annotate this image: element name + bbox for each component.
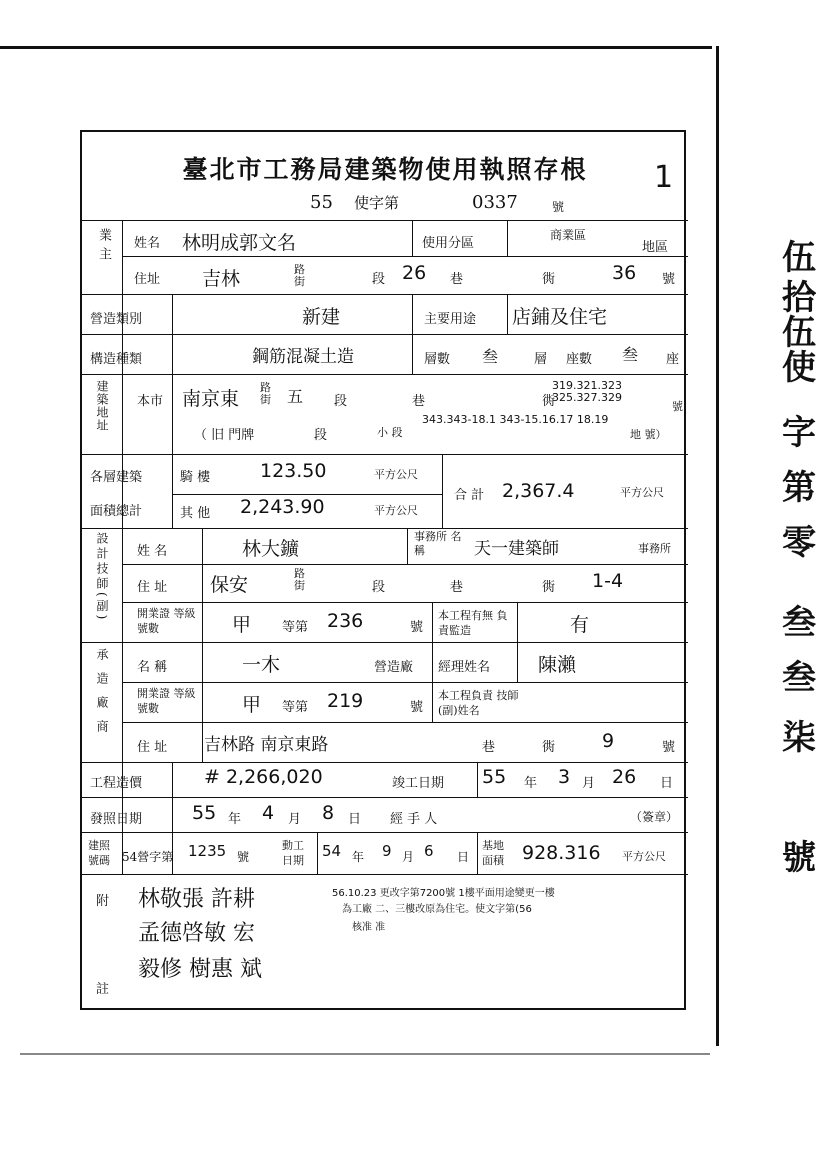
total-value: 2,367.4: [502, 480, 575, 502]
designer-license-prefix: 等第: [282, 620, 309, 635]
issue-year-label: 年: [228, 812, 242, 827]
designer-lane-label: 巷: [450, 580, 464, 595]
site-area-unit: 平方公尺: [622, 850, 666, 863]
bottom-scan-edge: [20, 1053, 710, 1055]
issue-day-label: 日: [348, 812, 362, 827]
buildings-label: 座數: [566, 352, 593, 367]
permit-number: 0337: [472, 192, 518, 213]
owner-address-label: 住址: [134, 272, 161, 287]
type-label: 營造類別: [90, 312, 143, 327]
permit-suffix: 號: [552, 200, 565, 214]
site-lot-numbers: 343.343-18.1 343-15.16.17 18.19: [422, 413, 609, 426]
start-year-label: 年: [352, 850, 365, 864]
contractor-section-label: 承造廠商: [95, 648, 109, 744]
notes-line-2: 孟德啓敏 宏: [138, 921, 255, 946]
notes-line-3: 毅修 樹惠 斌: [138, 957, 262, 982]
designer-name-value: 林大鑛: [242, 538, 300, 560]
total-unit: 平方公尺: [620, 486, 664, 499]
site-road-label: 路 街: [260, 381, 271, 406]
zone-label: 使用分區: [422, 236, 475, 251]
owner-lane-label: 巷: [450, 272, 464, 287]
start-month: 9: [382, 842, 392, 860]
type-value: 新建: [302, 306, 341, 328]
permit-prefix: 使字第: [354, 194, 400, 212]
designer-license-suffix: 號: [410, 620, 424, 635]
contractor-engineer-label: 本工程負責 技師(副)姓名: [438, 689, 519, 717]
buildings-unit: 座: [666, 352, 680, 367]
designer-license-grade: 甲: [232, 614, 252, 636]
start-date-label: 動工 日期: [282, 839, 304, 867]
start-month-label: 月: [402, 850, 415, 864]
contractor-name-label: 名 稱: [137, 660, 168, 675]
permit-number-label: 建照 號碼: [88, 839, 110, 867]
use-value: 店鋪及住宅: [512, 306, 608, 328]
contractor-license-prefix: 等第: [282, 700, 309, 715]
floors-unit: 層: [534, 352, 548, 367]
owner-lane-value: 26: [402, 262, 427, 284]
complete-month: 3: [558, 766, 571, 788]
issue-label: 發照日期: [90, 812, 143, 827]
other-value: 2,243.90: [240, 496, 325, 518]
cost-label: 工程造價: [90, 776, 143, 791]
site-number-values: 319.321.323 325.327.329: [552, 379, 622, 404]
site-old-label: （ 旧 門牌: [194, 428, 255, 443]
contractor-manager-label: 經理姓名: [438, 660, 491, 675]
contractor-manager-value: 陳瀨: [538, 654, 577, 676]
margin-char: 字: [782, 413, 816, 453]
cost-value: # 2,266,020: [204, 766, 323, 788]
complete-year-label: 年: [524, 776, 538, 791]
form-title: 臺北市工務局建築物使用執照存根: [182, 155, 588, 184]
designer-road-label: 路 街: [294, 567, 305, 592]
owner-name-label: 姓名: [134, 236, 161, 251]
site-section-label: 建築地址: [95, 380, 109, 432]
contractor-number-label: 號: [662, 740, 676, 755]
site-section-value: 五: [287, 387, 304, 406]
notes-remark-3: 核准 准: [352, 922, 386, 933]
site-area-value: 928.316: [522, 842, 601, 864]
notes-label-top: 附: [96, 894, 110, 909]
owner-address-value: 吉林: [202, 268, 241, 290]
site-old-section-label: 段: [314, 428, 328, 443]
zone-suffix: 地區: [642, 240, 669, 255]
designer-supervise-value: 有: [570, 614, 590, 636]
margin-char: 叁: [782, 603, 816, 643]
sign-label: （簽章）: [630, 810, 679, 824]
contractor-license-grade: 甲: [242, 694, 262, 716]
owner-section-label: 業主: [96, 228, 111, 266]
contractor-number-value: 9: [602, 730, 615, 752]
site-road-value: 南京東: [182, 388, 240, 410]
arcade-unit: 平方公尺: [374, 468, 418, 481]
use-label: 主要用途: [424, 312, 477, 327]
complete-day: 26: [612, 766, 637, 788]
notes-remark-2: 為工廠 二、三樓改原為住宅。使文字第(56: [342, 904, 532, 915]
margin-char: 伍: [782, 313, 816, 353]
contractor-company-suffix: 營造廠: [374, 660, 414, 675]
complete-day-label: 日: [660, 776, 674, 791]
permit-number-suffix: 號: [237, 850, 250, 864]
margin-char: 伍: [782, 238, 816, 278]
owner-name-value: 林明成郭文名: [182, 232, 297, 254]
zone-value: 商業區: [550, 228, 587, 242]
start-day: 6: [424, 842, 434, 860]
contractor-name-value: 一木: [242, 654, 281, 676]
margin-char: 第: [782, 468, 816, 508]
area-label-top: 各層建築: [90, 470, 143, 485]
designer-license-number: 236: [327, 610, 364, 632]
designer-alley-label: 衖: [542, 580, 556, 595]
notes-line-1: 林敬張 許耕: [138, 887, 255, 912]
floors-value: 叁: [482, 347, 499, 366]
owner-section-suffix: 段: [372, 272, 386, 287]
right-scan-edge: [716, 46, 719, 1046]
margin-char: 使: [782, 348, 816, 388]
other-label: 其 他: [180, 506, 211, 521]
contractor-address-label: 住 址: [137, 740, 168, 755]
start-year: 54: [322, 842, 342, 860]
total-label: 合 計: [454, 488, 485, 503]
issue-day: 8: [322, 802, 335, 824]
designer-supervise-label: 本工程有無 負責監造: [438, 609, 508, 637]
area-label-bottom: 面積總計: [90, 504, 143, 519]
contractor-license-suffix: 號: [410, 700, 424, 715]
complete-year: 55: [482, 766, 507, 788]
issue-month: 4: [262, 802, 275, 824]
start-day-label: 日: [457, 850, 470, 864]
designer-section-label-text: 段: [372, 580, 386, 595]
designer-number-value: 1-4: [592, 570, 624, 592]
designer-office-value: 天一建築師: [474, 539, 559, 559]
designer-address-label: 住 址: [137, 580, 168, 595]
arcade-label: 騎 樓: [180, 470, 211, 485]
site-city-label: 本市: [137, 394, 164, 409]
margin-char: 零: [782, 523, 816, 563]
notes-label-bottom: 註: [96, 982, 110, 997]
designer-name-label: 姓 名: [137, 544, 168, 559]
top-check-mark: 1: [654, 160, 674, 195]
owner-road-label: 路 街: [294, 263, 305, 288]
designer-section-label: 設計技師(副): [95, 532, 109, 623]
designer-office-suffix: 事務所: [638, 542, 671, 555]
complete-label: 竣工日期: [392, 776, 445, 791]
site-small-section-label: 小 段: [377, 426, 403, 439]
contractor-license-number: 219: [327, 690, 364, 712]
site-number-label: 號: [672, 400, 683, 413]
contractor-alley-label: 衖: [542, 740, 556, 755]
owner-number-value: 36: [612, 262, 637, 284]
permit-year: 55: [310, 192, 333, 213]
notes-remark-1: 56.10.23 更改字第7200號 1樓平面用途變更一樓: [332, 888, 555, 899]
other-unit: 平方公尺: [374, 504, 418, 517]
margin-char: 叁: [782, 658, 816, 698]
site-lot-label: 地 號）: [630, 428, 667, 441]
contractor-license-label: 開業證 等級號數: [137, 687, 196, 715]
structure-value: 鋼筋混凝土造: [252, 347, 354, 367]
floors-label: 層數: [424, 352, 451, 367]
issue-year: 55: [192, 802, 217, 824]
designer-license-label: 開業證 等級號數: [137, 607, 196, 635]
permit-number-prefix: 54營字第: [122, 850, 174, 864]
margin-char: 柒: [782, 718, 816, 758]
top-scan-edge: [0, 46, 712, 49]
margin-char: 號: [782, 838, 816, 878]
arcade-value: 123.50: [260, 460, 327, 482]
contractor-address-value: 吉林路 南京東路: [204, 735, 329, 755]
structure-label: 構造種類: [90, 352, 143, 367]
owner-number-label: 號: [662, 272, 676, 287]
designer-office-label: 事務所 名 稱: [414, 530, 462, 557]
permit-stub-form: [80, 130, 686, 1010]
buildings-value: 叁: [622, 345, 639, 364]
permit-number-value: 1235: [188, 842, 227, 860]
contractor-lane-label: 巷: [482, 740, 496, 755]
site-section-suffix: 段: [334, 394, 348, 409]
owner-alley-label: 衖: [542, 272, 556, 287]
site-lane-label: 巷: [412, 394, 426, 409]
site-area-label: 基地 面積: [482, 839, 504, 867]
issue-month-label: 月: [288, 812, 302, 827]
site-alley-label: 衖: [542, 394, 556, 409]
complete-month-label: 月: [582, 776, 596, 791]
margin-char: 拾: [782, 278, 816, 318]
designer-address-value: 保安: [210, 574, 249, 596]
handler-label: 經 手 人: [390, 812, 438, 827]
